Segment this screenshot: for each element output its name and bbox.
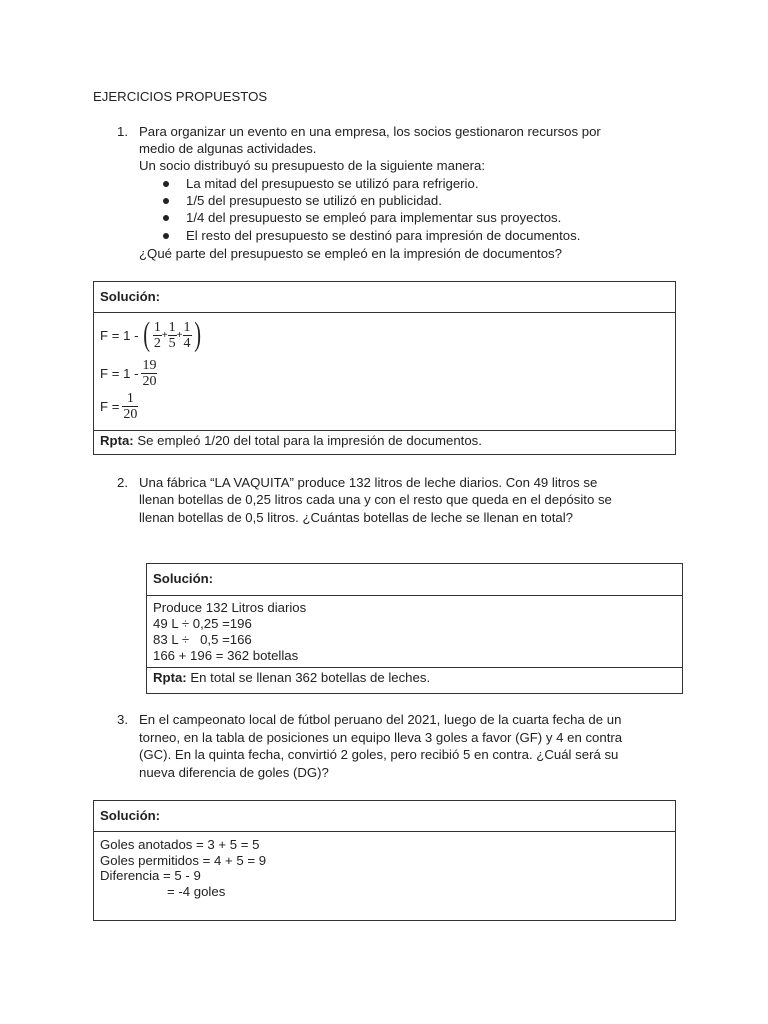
answer-text: En total se llenan 362 botellas de leches. (186, 670, 431, 685)
exercise-1-line-3: Un socio distribuyó su presupuesto de la siguiente manera: (139, 158, 486, 173)
answer-divider (94, 430, 675, 431)
bullet-icon (163, 181, 169, 187)
bullet-icon (163, 198, 169, 204)
answer-text: Se empleó 1/20 del total para la impresión de documentos. (133, 433, 482, 448)
exercise-3-line-2: torneo, en la tabla de posiciones un equipo lleva 3 goles a favor (GF) y 4 en contra (139, 730, 623, 745)
answer-label: Rpta: (100, 433, 134, 448)
answer-line (100, 432, 482, 449)
bullet-icon (163, 233, 169, 239)
solution-label: Solución: (100, 808, 161, 823)
exercise-2-line-2: llenan botellas de 0,25 litros cada una y con el resto que queda en el depósito se (139, 492, 612, 507)
solution-header (94, 801, 675, 832)
exercise-1-bullet-2: 1/5 del presupuesto se utilizó en publicidad. (186, 193, 442, 208)
answer-line (153, 669, 430, 686)
equation-line-3 (100, 391, 138, 422)
bullet-icon (163, 215, 169, 221)
solution-label: Solución: (153, 571, 214, 586)
solution-label: Solución: (100, 289, 161, 304)
equation-line-2 (100, 358, 157, 389)
numerator: 1 (126, 391, 134, 406)
fraction-one-twentieth (122, 391, 138, 422)
solution-box-1 (93, 281, 676, 455)
exercise-3-line-1: En el campeonato local de fútbol peruano del 2021, luego de la cuarta fecha de un (139, 712, 622, 727)
solution-header (94, 282, 675, 313)
fraction-one-half (153, 320, 162, 351)
exercise-2-number: 2. (117, 475, 128, 490)
exercise-1-number: 1. (117, 124, 128, 139)
exercise-2-line-3: llenan botellas de 0,5 litros. ¿Cuántas botellas de leche se llenan en total? (139, 510, 574, 525)
answer-divider (147, 667, 682, 668)
exercise-1-line-2: medio de algunas actividades. (139, 141, 317, 156)
document-title: EJERCICIOS PROPUESTOS (93, 89, 268, 104)
fraction-nineteen-twentieths (141, 358, 157, 389)
numerator: 1 (168, 319, 176, 335)
denominator: 2 (153, 335, 161, 351)
solution-box-3 (93, 800, 676, 921)
fraction-one-fifth (168, 320, 177, 351)
exercise-1-line-1: Para organizar un evento en una empresa, los socios gestionaron recursos por (139, 124, 601, 139)
exercise-3-line-4: nueva diferencia de goles (DG)? (139, 765, 329, 780)
equation-line-1 (100, 318, 203, 352)
solution-header (147, 564, 682, 596)
open-paren: ( (143, 316, 151, 353)
solution-2-line-4: 166 + 196 = 362 botellas (153, 648, 299, 663)
plus-sign: + (161, 329, 168, 341)
exercise-1-bullet-3: 1/4 del presupuesto se empleó para implementar sus proyectos. (186, 210, 562, 225)
numerator: 19 (142, 358, 157, 373)
exercise-3-line-3: (GC). En la quinta fecha, convirtió 2 goles, pero recibió 5 en contra. ¿Cuál será su (139, 747, 619, 762)
answer-label: Rpta: (153, 670, 187, 685)
solution-3-line-1: Goles anotados = 3 + 5 = 5 (100, 837, 260, 852)
equation-label: F = 1 - (100, 327, 139, 343)
numerator: 1 (153, 319, 161, 335)
plus-sign: + (176, 329, 183, 341)
equation-label: F = (100, 399, 120, 414)
numerator: 1 (183, 319, 191, 335)
exercise-1-bullet-4: El resto del presupuesto se destinó para impresión de documentos. (186, 228, 581, 243)
equation-label: F = 1 - (100, 366, 139, 381)
denominator: 20 (142, 374, 157, 389)
solution-2-line-2: 49 L ÷ 0,25 =196 (153, 616, 252, 631)
exercise-2-line-1: Una fábrica “LA VAQUITA” produce 132 litros de leche diarios. Con 49 litros se (139, 475, 598, 490)
exercise-3-number: 3. (117, 712, 128, 727)
fraction-one-quarter (183, 320, 192, 351)
exercise-1-bullet-1: La mitad del presupuesto se utilizó para refrigerio. (186, 176, 479, 191)
solution-3-line-2: Goles permitidos = 4 + 5 = 9 (100, 853, 267, 868)
solution-2-line-1: Produce 132 Litros diarios (153, 600, 307, 615)
exercise-1-question: ¿Qué parte del presupuesto se empleó en la impresión de documentos? (139, 246, 562, 261)
denominator: 4 (183, 335, 191, 351)
close-paren: ) (193, 316, 201, 353)
solution-3-line-4: = -4 goles (167, 884, 226, 899)
solution-3-line-3: Diferencia = 5 - 9 (100, 868, 201, 883)
solution-box-2 (146, 563, 683, 694)
denominator: 20 (123, 407, 138, 422)
solution-2-line-3: 83 L ÷ 0,5 =166 (153, 632, 252, 647)
denominator: 5 (168, 335, 176, 351)
